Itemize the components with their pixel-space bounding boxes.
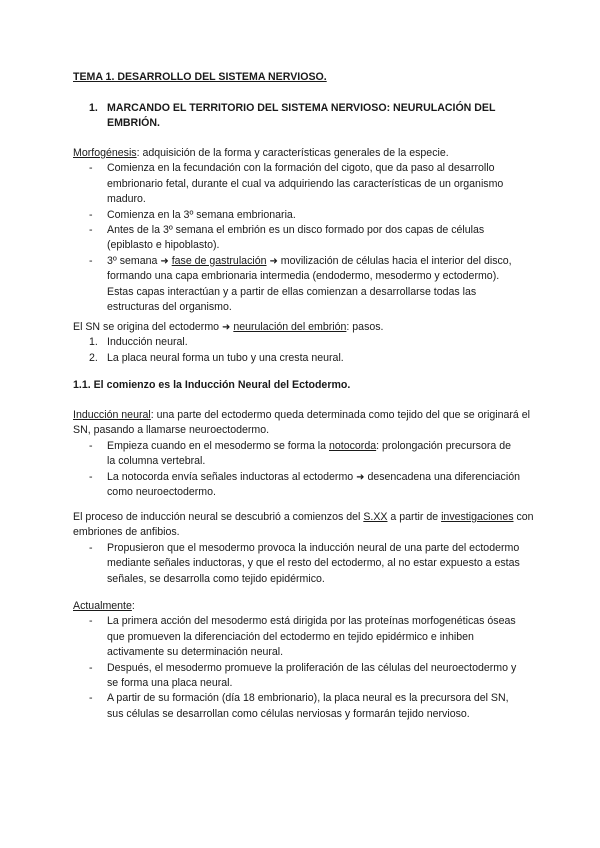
list-item-text: Después, el mesodermo promueve la proliferación de las células del neuroectodermo y se forma una placa neural.	[107, 661, 517, 690]
list-item-text: Propusieron que el mesodermo provoca la inducción neural de una parte del ectodermo mediante señales inductoras, y que el resto del ectodermo, al no estar expuesto a estas señales, se desarrolla como tejido epidérmico.	[107, 541, 520, 585]
subsection-1-1-block	[0, 378, 600, 393]
dash-marker: -	[89, 615, 93, 628]
arrow-right-icon: ➜	[221, 322, 231, 333]
arrow-right-icon: ➜	[160, 255, 169, 267]
morfogenesis-term: Morfogénesis	[73, 147, 137, 159]
dash-marker: -	[89, 470, 93, 483]
list-item-text: Empieza cuando en el mesodermo se forma la	[107, 439, 329, 452]
actualmente-term: Actualmente	[73, 600, 132, 612]
proceso-list	[0, 541, 600, 587]
document-title-block	[0, 70, 600, 85]
list-item-text: Comienza en la fecundación con la formación del cigoto, que da paso al desarrollo embrionario fetal, durante el cual va adquiriendo las características de un organismo maduro.	[107, 162, 504, 206]
list-item	[0, 439, 600, 470]
list-item-text: Inducción neural.	[107, 336, 188, 349]
list-item-text: La notocorda envía señales inductoras al ectodermo	[107, 470, 357, 483]
dash-marker: -	[89, 439, 93, 452]
dash-marker: -	[89, 661, 93, 674]
dash-marker: -	[89, 162, 93, 175]
list-item	[0, 208, 600, 223]
dash-marker: -	[89, 224, 93, 237]
subsection-1-1-title: 1.1. El comienzo es la Inducción Neural del Ectodermo.	[73, 379, 351, 391]
sn-text-a: El SN se origina del ectodermo	[73, 321, 222, 333]
actualmente-block	[0, 599, 600, 722]
morfogenesis-definition	[0, 146, 600, 161]
gastrulacion-term: fase de gastrulación	[171, 254, 267, 267]
list-item-text: movilización de células hacia el interior del disco, formando una capa embrionaria intermedia (endodermo, mesodermo y ectodermo). Estas capas interactúan y a partir de ellas comienzan a desarrollarse todas las estructuras del organismo.	[107, 254, 512, 314]
morfogenesis-list	[0, 161, 600, 315]
section-1-title: MARCANDO EL TERRITORIO DEL SISTEMA NERVIOSO: NEURULACIÓN DEL EMBRIÓN.	[107, 102, 496, 130]
neurulacion-term: neurulación del embrión	[233, 321, 347, 333]
morfogenesis-block	[0, 146, 600, 315]
induccion-block	[0, 408, 600, 500]
list-item	[0, 470, 600, 501]
sn-steps-list	[0, 335, 600, 366]
arrow-right-icon: ➜	[356, 471, 365, 483]
dash-marker: -	[89, 541, 93, 554]
document-title: TEMA 1. DESARROLLO DEL SISTEMA NERVIOSO.	[73, 71, 327, 83]
actualmente-colon: :	[131, 600, 135, 612]
sxx-term: S.XX	[363, 511, 388, 523]
list-item-text: desencadena una diferenciación como neuroectodermo.	[107, 470, 520, 499]
induccion-def-text: : una parte del ectodermo queda determinada como tejido del que se originará el SN, pasando a llamarse neuroectodermo.	[73, 409, 531, 437]
sn-text-b: : pasos.	[346, 321, 384, 333]
list-item	[0, 661, 600, 692]
list-item-text: : prolongación precursora de la columna vertebral.	[107, 439, 511, 468]
notocorda-term: notocorda	[329, 439, 377, 452]
morfogenesis-def-text: : adquisición de la forma y características generales de la especie.	[136, 147, 449, 159]
induccion-list	[0, 439, 600, 501]
proceso-text-c: con embriones de anfibios.	[73, 511, 534, 539]
arrow-right-icon: ➜	[269, 255, 278, 267]
list-item-text: La placa neural forma un tubo y una cresta neural.	[107, 351, 344, 364]
step-number: 2.	[89, 351, 98, 364]
actualmente-heading	[0, 599, 600, 614]
dash-marker: -	[89, 254, 93, 267]
list-item	[0, 541, 600, 587]
section-1-number: 1.	[89, 102, 98, 114]
section-1-heading	[0, 101, 600, 132]
proceso-block	[0, 510, 600, 587]
list-item-text: 3º semana	[107, 254, 161, 267]
list-item	[0, 223, 600, 254]
list-item-text: Comienza en la 3º semana embrionaria.	[107, 208, 296, 221]
list-item-text: Antes de la 3º semana el embrión es un disco formado por dos capas de células (epiblasto e hipoblasto).	[107, 224, 485, 252]
dash-marker: -	[89, 692, 93, 705]
induccion-definition	[0, 408, 600, 439]
proceso-text	[0, 510, 600, 541]
list-item-text: A partir de su formación (día 18 embrionario), la placa neural es la precursora del SN, sus células se desarrollan como células nerviosas y formarán tejido nervioso.	[107, 692, 509, 720]
actualmente-list	[0, 614, 600, 722]
proceso-text-b: a partir de	[387, 511, 442, 523]
sn-origin-block	[0, 320, 600, 366]
list-item-text: La primera acción del mesodermo está dirigida por las proteínas morfogenéticas óseas que promueven la diferenciación del ectodermo en tejido epidérmico e inhiben activamente su determinación neural.	[107, 615, 516, 659]
list-item	[0, 335, 600, 350]
list-item	[0, 254, 600, 316]
sn-origin-text	[0, 320, 600, 335]
investigaciones-term: investigaciones	[441, 511, 514, 523]
step-number: 1.	[89, 336, 98, 349]
list-item	[0, 351, 600, 366]
list-item	[0, 161, 600, 207]
proceso-text-a: El proceso de inducción neural se descubrió a comienzos del	[73, 511, 364, 523]
induccion-term: Inducción neural	[73, 409, 151, 421]
list-item	[0, 614, 600, 660]
list-item	[0, 691, 600, 722]
dash-marker: -	[89, 208, 93, 221]
